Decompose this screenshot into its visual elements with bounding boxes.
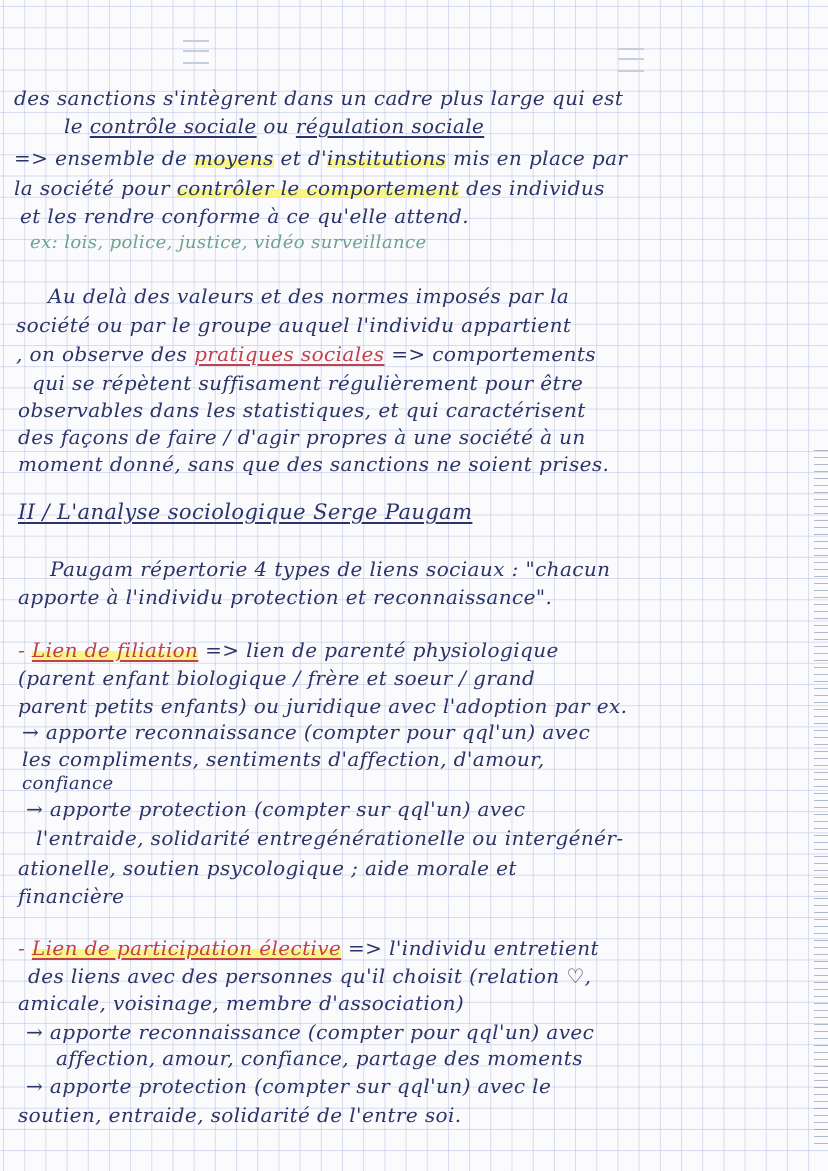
note-line: → apporte protection (compter sur qql'un) avec <box>26 797 526 821</box>
text-span: => l'individu entretient <box>341 936 599 960</box>
note-line <box>18 638 559 662</box>
note-line <box>14 176 605 200</box>
note-line: → apporte reconnaissance (compter pour qql'un) avec <box>26 1020 595 1044</box>
text-span: le <box>64 114 90 138</box>
note-line <box>14 146 627 170</box>
text-span: , on observe des <box>16 342 195 366</box>
text-span: => comportements <box>384 342 596 366</box>
binder-punch-mark <box>618 48 644 72</box>
text-span: => ensemble de <box>14 146 195 170</box>
example-line: ex: lois, police, justice, vidéo surveillance <box>30 232 427 253</box>
note-line: apporte à l'individu protection et reconnaissance". <box>18 585 553 609</box>
section-heading: II / L'analyse sociologique Serge Paugam <box>18 500 473 524</box>
key-term: Lien de filiation <box>31 638 199 662</box>
highlighted-term: contrôler le comportement <box>176 176 460 200</box>
note-line: des liens avec des personnes qu'il choisit (relation ♡, <box>28 964 592 988</box>
note-line: amicale, voisinage, membre d'association) <box>18 991 465 1015</box>
note-line: parent petits enfants) ou juridique avec l'adoption par ex. <box>18 694 628 718</box>
note-line: société ou par le groupe auquel l'individu appartient <box>16 313 572 337</box>
underlined-term: régulation sociale <box>295 114 485 138</box>
note-line: observables dans les statistiques, et qui caractérisent <box>18 398 586 422</box>
note-line: soutien, entraide, solidarité de l'entre soi. <box>18 1103 462 1127</box>
note-line <box>18 936 599 960</box>
note-line: Paugam répertorie 4 types de liens sociaux : "chacun <box>50 557 611 581</box>
note-line: des façons de faire / d'agir propres à une société à un <box>18 425 586 449</box>
note-line: moment donné, sans que des sanctions ne soient prises. <box>18 452 610 476</box>
note-line: → apporte reconnaissance (compter pour qql'un) avec <box>22 720 591 744</box>
bullet-dash: - <box>18 638 32 662</box>
highlighted-term: institutions <box>327 146 447 170</box>
highlighted-term: moyens <box>194 146 274 170</box>
note-line <box>64 114 484 138</box>
note-line: → apporte protection (compter sur qql'un) avec le <box>26 1074 552 1098</box>
key-term: pratiques sociales <box>194 342 385 366</box>
note-line: (parent enfant biologique / frère et soeur / grand <box>18 666 536 690</box>
note-line <box>16 342 596 366</box>
key-term: Lien de participation élective <box>31 936 342 960</box>
note-line: et les rendre conforme à ce qu'elle attend. <box>20 204 469 228</box>
note-line: l'entraide, solidarité entregénérationelle ou intergénér- <box>36 826 624 850</box>
note-line: ationelle, soutien psycologique ; aide morale et <box>18 856 517 880</box>
note-line: confiance <box>22 773 114 794</box>
text-span: => lien de parenté physiologique <box>198 638 559 662</box>
page-edge-ticks <box>814 450 828 1150</box>
text-span: mis en place par <box>446 146 628 170</box>
note-line: financière <box>18 884 125 908</box>
text-span: des individus <box>459 176 605 200</box>
note-line: des sanctions s'intègrent dans un cadre plus large qui est <box>14 86 624 110</box>
text-span: et d' <box>273 146 328 170</box>
binder-punch-mark <box>183 40 209 64</box>
bullet-dash: - <box>18 936 32 960</box>
text-span: la société pour <box>14 176 177 200</box>
note-line: Au delà des valeurs et des normes imposés par la <box>48 284 570 308</box>
note-line: affection, amour, confiance, partage des moments <box>56 1046 583 1070</box>
text-span: ou <box>256 114 296 138</box>
note-line: les compliments, sentiments d'affection, d'amour, <box>22 747 545 771</box>
note-line: qui se répètent suffisament régulièrement pour être <box>32 371 584 395</box>
underlined-term: contrôle sociale <box>89 114 257 138</box>
